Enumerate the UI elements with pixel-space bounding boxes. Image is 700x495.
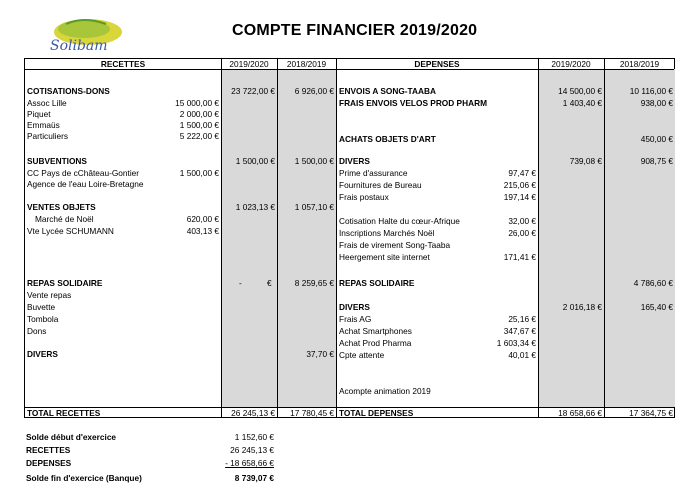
list-item: Frais de virement Song-Taaba <box>339 240 451 250</box>
list-item-amount: 97,47 € <box>508 168 536 178</box>
subventions-label: SUBVENTIONS <box>27 156 87 166</box>
summary-label: RECETTES <box>26 445 71 455</box>
ventes-label: VENTES OBJETS <box>27 202 96 212</box>
envois-label: ENVOIS A SONG-TAABA <box>339 86 436 96</box>
achats-label: ACHATS OBJETS D'ART <box>339 134 436 144</box>
list-item-amount: 15 000,00 € <box>175 98 219 108</box>
list-item-amount: 40,01 € <box>508 350 536 360</box>
list-item: Dons <box>27 326 47 336</box>
list-item-amount: 26,00 € <box>508 228 536 238</box>
subventions-y1: 1 500,00 € <box>235 156 275 166</box>
envois-y3: 14 500,00 € <box>558 86 602 96</box>
list-item-amount: 2 000,00 € <box>179 109 219 119</box>
list-item: Achat Smartphones <box>339 326 412 336</box>
repas-depenses-y4: 4 786,60 € <box>633 278 673 288</box>
envois-y4: 10 116,00 € <box>629 86 673 96</box>
list-item-amount: 403,13 € <box>186 226 219 236</box>
list-item: Emmaüs <box>27 120 60 130</box>
divers2-label: DIVERS <box>339 302 370 312</box>
repas-y2: 8 259,65 € <box>294 278 334 288</box>
total-recettes-y2: 17 780,45 € <box>290 408 334 418</box>
cotisations-y2: 6 926,00 € <box>294 86 334 96</box>
frais-envois-y4: 938,00 € <box>640 98 673 108</box>
ventes-y2: 1 057,10 € <box>294 202 334 212</box>
header-depenses: DEPENSES <box>414 59 460 69</box>
repas-depenses-label: REPAS SOLIDAIRE <box>339 278 415 288</box>
solibam-logo <box>36 16 126 56</box>
list-item-amount: 1 500,00 € <box>179 120 219 130</box>
divers-y2: 37,70 € <box>306 349 334 359</box>
financial-table <box>24 58 675 418</box>
total-depenses-y3: 18 658,66 € <box>558 408 602 418</box>
list-item-amount: 1 603,34 € <box>496 338 536 348</box>
frais-envois-y3: 1 403,40 € <box>562 98 602 108</box>
repas-label: REPAS SOLIDAIRE <box>27 278 103 288</box>
header-depenses-2018: 2018/2019 <box>619 59 660 69</box>
list-item: Prime d'assurance <box>339 168 408 178</box>
list-item-amount: 215,06 € <box>503 180 536 190</box>
list-item: Buvette <box>27 302 56 312</box>
list-item: Inscriptions Marchés Noël <box>339 228 435 238</box>
divers1-y3: 739,08 € <box>569 156 602 166</box>
list-item: Cpte attente <box>339 350 385 360</box>
list-item: Assoc Lille <box>27 98 67 108</box>
list-item: Particuliers <box>27 131 69 141</box>
list-item: Vente repas <box>27 290 72 300</box>
list-item-amount: 171,41 € <box>503 252 536 262</box>
list-item: Frais AG <box>339 314 372 324</box>
header-depenses-2019: 2019/2020 <box>551 59 591 69</box>
header-recettes-2019: 2019/2020 <box>229 59 269 69</box>
header-recettes: RECETTES <box>100 59 146 69</box>
list-item: CC Pays de cChâteau-Gontier <box>27 168 140 178</box>
summary-value: 1 152,60 € <box>234 432 274 442</box>
divers1-label: DIVERS <box>339 156 370 166</box>
summary-value: - 18 658,66 € <box>225 458 274 468</box>
summary-label: DEPENSES <box>26 458 72 468</box>
cotisations-y1: 23 722,00 € <box>231 86 275 96</box>
list-item-amount: 620,00 € <box>186 214 219 224</box>
summary-label: Solde fin d'exercice (Banque) <box>26 473 142 483</box>
list-item: Heergement site internet <box>339 252 430 262</box>
list-item: Cotisation Halte du cœur-Afrique <box>339 216 460 226</box>
list-item: Piquet <box>27 109 51 119</box>
divers-label: DIVERS <box>27 349 58 359</box>
summary-label: Solde début d'exercice <box>26 432 117 442</box>
list-item-amount: 1 500,00 € <box>179 168 219 178</box>
summary-value: 8 739,07 € <box>234 473 274 483</box>
total-recettes-label: TOTAL RECETTES <box>27 408 101 418</box>
list-item: Agence de l'eau Loire-Bretagne <box>27 179 144 189</box>
divers1-y4: 908,75 € <box>640 156 673 166</box>
frais-envois-label: FRAIS ENVOIS VELOS PROD PHARM <box>339 98 487 108</box>
list-item-amount: 5 222,00 € <box>179 131 219 141</box>
page-title: COMPTE FINANCIER 2019/2020 <box>232 22 478 39</box>
acompte-label: Acompte animation 2019 <box>339 386 431 396</box>
total-depenses-y4: 17 364,75 € <box>629 408 673 418</box>
repas-y1-unit: € <box>267 278 272 288</box>
ventes-y1: 1 023,13 € <box>235 202 275 212</box>
list-item: Achat Prod Pharma <box>339 338 412 348</box>
cotisations-label: COTISATIONS-DONS <box>27 86 110 96</box>
total-recettes-y1: 26 245,13 € <box>231 408 275 418</box>
list-item: Marché de Noël <box>35 214 94 224</box>
list-item-amount: 25,16 € <box>508 314 536 324</box>
logo-text: Solibam <box>50 38 108 54</box>
list-item: Fournitures de Bureau <box>339 180 422 190</box>
list-item: Tombola <box>27 314 59 324</box>
list-item-amount: 32,00 € <box>508 216 536 226</box>
summary-value: 26 245,13 € <box>230 445 274 455</box>
achats-y4: 450,00 € <box>640 134 673 144</box>
subventions-y2: 1 500,00 € <box>294 156 334 166</box>
list-item: Frais postaux <box>339 192 389 202</box>
list-item-amount: 347,67 € <box>503 326 536 336</box>
divers2-y4: 165,40 € <box>640 302 673 312</box>
list-item: Vte Lycée SCHUMANN <box>27 226 114 236</box>
header-recettes-2018: 2018/2019 <box>286 59 327 69</box>
list-item-amount: 197,14 € <box>503 192 536 202</box>
total-depenses-label: TOTAL DEPENSES <box>339 408 414 418</box>
divers2-y3: 2 016,18 € <box>562 302 602 312</box>
repas-y1: - <box>239 278 242 288</box>
